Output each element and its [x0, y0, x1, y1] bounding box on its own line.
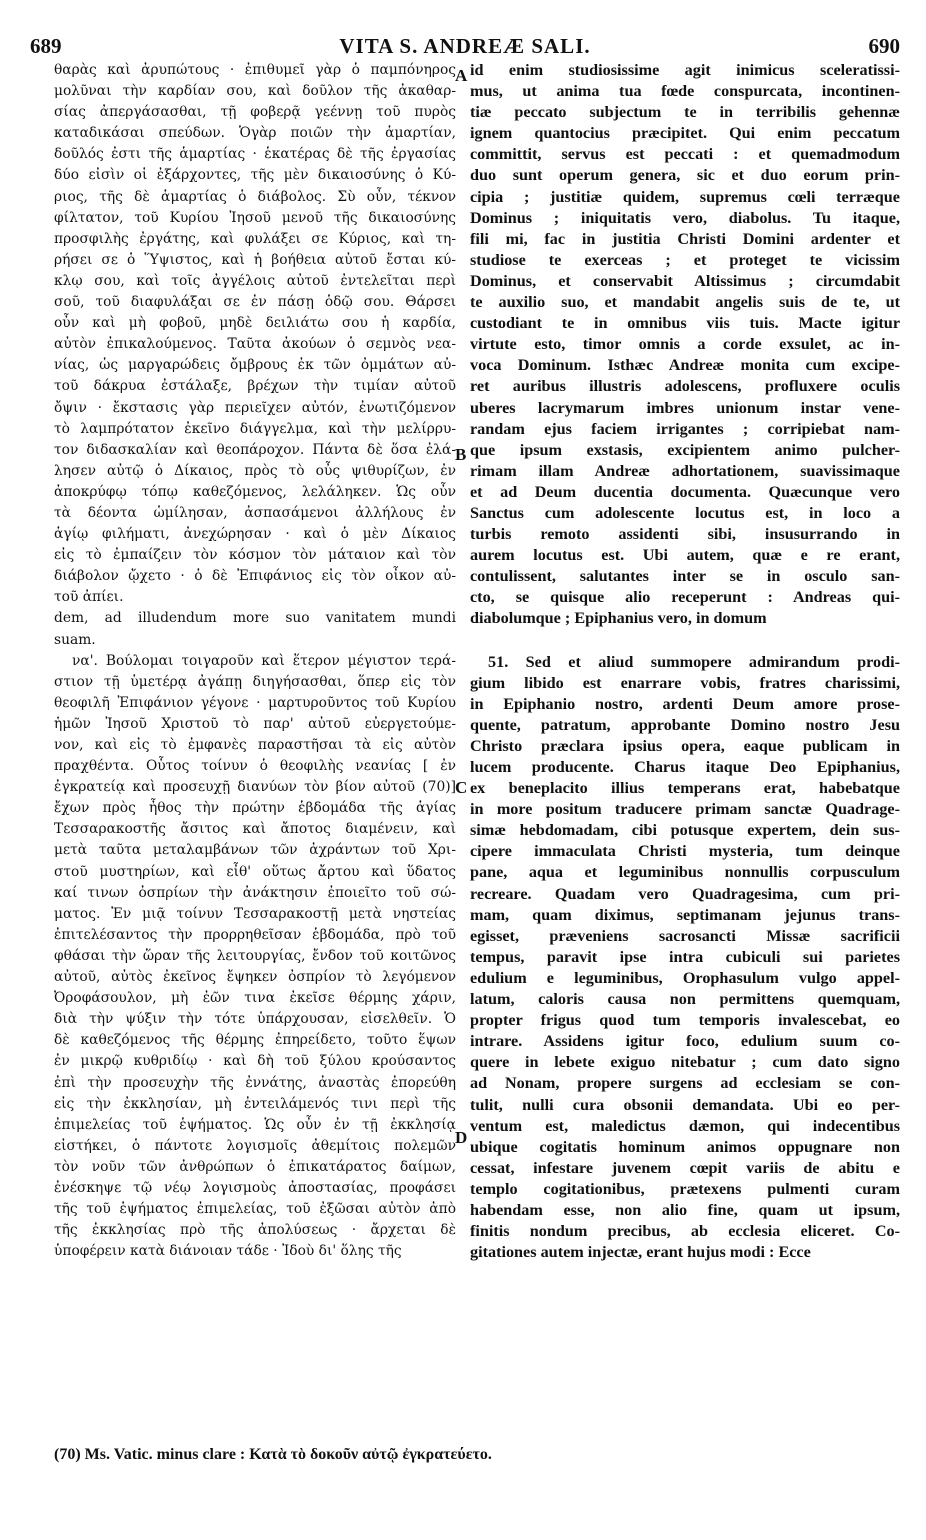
text-line: virtute esto, timor omnis a corde exsulet, ac in-: [470, 335, 900, 354]
text-line: 51. Sed et aliud summopere admirandum prodi-: [488, 652, 900, 671]
text-line: finitis nondum precibus, ab ecclesia eliceret. Co-: [470, 1222, 900, 1241]
text-line: τῆς ἐκκλησίας πρὸ τῆς ἀπολύσεως · ἄρχεται δὲ: [54, 1222, 456, 1239]
text-line: te auxilio suo, et mandabit angelis suis de te, ut: [470, 293, 900, 312]
text-line: θεοφιλῆ Ἐπιφάνιον γέγονε · μαρτυροῦντος τοῦ Κυρίου: [54, 694, 456, 711]
text-line: δοῦλός ἐστι τῆς ἁμαρτίας · ἑκατέρας δὲ τῆς ἐργασίας: [54, 146, 456, 163]
running-title: VITA S. ANDREÆ SALI.: [339, 34, 591, 58]
page-number-left: 689: [30, 34, 62, 58]
text-line: να'. Βούλομαι τοιγαροῦν καὶ ἕτερον μέγιστον τερά-: [72, 652, 456, 669]
text-line: τοῦ ἀπίει.: [54, 589, 124, 606]
text-line: in more positum traducere primam sanctæ Quadrage-: [470, 800, 900, 819]
text-line: [470, 630, 900, 652]
text-line: ret auribus illustris adolescens, profluxere oculis: [470, 377, 900, 396]
text-line: committit, servus est peccati : et quemadmodum: [470, 145, 900, 164]
text-line: cessat, infestare juvenem cœpit variis de abitu e: [470, 1158, 900, 1177]
text-line: cipia ; justitiæ quidem, supremus cœli terræque: [470, 187, 900, 206]
text-line: ubique cogitatis hominum animos oppugnare non: [470, 1137, 900, 1156]
text-line: φίλτατον, τοῦ Κυρίου Ἰησοῦ μενοῦ τῆς δικαιοσύνης: [54, 209, 456, 226]
text-line: Ὀροφάσουλον, μὴ ἐῶν τινα ἐκεῖσε θέρμης χάριν,: [54, 990, 456, 1007]
text-line: quere in lebete exiguo nitebatur ; cum dato signo: [470, 1053, 900, 1072]
text-line: Dominus, et conservabit Altissimus ; circumdabit: [470, 271, 900, 290]
text-line: νίας, ὡς μαργαρώδεις ὄμβρους ἐκ τῶν ὀμμάτων αὐ-: [54, 357, 456, 374]
latin-column: [470, 60, 900, 1263]
text-line: mus, ut anima tua fœde conspurcata, incontinen-: [470, 82, 900, 101]
running-header: [30, 34, 900, 58]
text-line: habendam esse, non alio fine, quam ut ipsum,: [470, 1200, 900, 1219]
text-line: ἁγίῳ φιλήματι, ἀνεχώρησαν · καὶ ὁ μὲν Δίκαιος: [54, 526, 456, 543]
text-line: θαρὰς καὶ ἀρυπώτους · ἐπιθυμεῖ γὰρ ὁ παμπόνηρος: [54, 62, 456, 78]
text-line: turbis remoto assidenti sibi, insusurrando in: [470, 525, 900, 544]
text-line: διάβολον ᾤχετο · ὁ δὲ Ἐπιφάνιος εἰς τὸν οἶκον αὐ-: [54, 568, 456, 585]
text-line: νον, καὶ εἰς τὸ ἐμφανὲς παραστῆσαι τὰ εἰς αὐτὸν: [54, 737, 456, 753]
text-line: ἐγκρατείᾳ καὶ προσευχῇ διανύων τὸν βίον αὐτοῦ (70)]: [54, 779, 456, 796]
text-line: id enim studiosissime agit inimicus sceleratissi-: [470, 61, 900, 79]
text-line: ἔχων πρὸς ἦθος τὴν πρώτην ἑβδομάδα τῆς ἁγίας: [54, 800, 456, 817]
text-line: cipere immaculata Christi mysteria, tum deinque: [470, 842, 900, 861]
text-line: aurem locutus est. Ubi autem, quæ e re erant,: [470, 546, 900, 565]
text-line: duo sunt operum genera, sic et duo eorum prin-: [470, 166, 900, 185]
text-line: μολῦναι τὴν καρδίαν σου, καὶ δοῦλον τῆς ἀκαθαρ-: [54, 83, 456, 100]
text-line: τὸ λαμπρότατον ἐκεῖνο διάγγελμα, καὶ τὴν μελίρρυ-: [54, 420, 456, 437]
text-line: ρήσει σε ὁ Ὕψιστος, καὶ ἡ βοήθεια αὐτοῦ ἔσται κύ-: [54, 251, 456, 268]
text-line: Christo præclara ipsius opera, eaque publicam in: [470, 736, 900, 755]
text-line: ἐπιμελείας τοῦ ἑψήματος. Ὡς οὖν ἐν τῇ ἐκκλησίᾳ: [54, 1116, 456, 1133]
text-line: μετὰ ταῦτα μεταλαμβάνων τῶν ἀχράντων τοῦ Χρι-: [54, 842, 456, 859]
text-line: propter frigus quod tum temporis invalescebat, eo: [470, 1011, 900, 1030]
text-line: ὑποφέρειν κατὰ διάνοιαν τάδε · Ἰδοὺ δι' ὅλης τῆς: [54, 1243, 402, 1260]
text-line: τῆς τοῦ ἑψήματος ἐπιμελείας, τοῦ ἐξῶσαι αὐτὸν ἀπὸ: [54, 1201, 456, 1218]
text-line: καί τινων ὀσπρίων τὴν ἀνάκτησιν ἐποιεῖτο τοῦ σώ-: [54, 884, 456, 901]
text-line: στοῦ μυστηρίων, καὶ εἶθ' οὕτως ἄρτου καὶ ὕδατος: [54, 863, 456, 880]
greek-column: [54, 60, 456, 1262]
text-line: εἰς τὴν ἐκκλησίαν, μὴ ἐντειλάμενός τινι περὶ τῆς: [54, 1095, 456, 1112]
text-line: simæ hebdomadam, cibi potusque expertem, dein sus-: [470, 821, 900, 840]
text-line: δὲ καθεζόμενος τῆς θέρμης ἐπηρείδετο, τοῦτο ἕψων: [54, 1032, 456, 1049]
section-marker-c: C: [455, 778, 468, 797]
text-line: ignem quantocius præcipitet. Qui enim peccatum: [470, 124, 900, 143]
section-marker-d: D: [455, 1128, 468, 1147]
text-line: σίας ἀπεργάσασθαι, τῇ φοβερᾷ γεέννῃ τοῦ πυρὸς: [54, 104, 456, 121]
text-line: λησεν αὐτῷ ὁ Δίκαιος, πρὸς τὸ οὖς ψιθυρίζων, ἐν: [54, 462, 456, 479]
text-line: ριος, τῆς δὲ ἁμαρτίας ὁ διάβολος. Σὺ οὖν, τέκνον: [54, 188, 456, 205]
text-line: suam.: [54, 631, 96, 648]
text-line: δύο εἰσὶν οἱ ἐξάρχοντες, τῆς μὲν δικαιοσύνης ὁ Κύ-: [54, 167, 456, 184]
text-line: dem, ad illudendum more suo vanitatem mundi: [54, 610, 456, 627]
text-line: ἡμῶν Ἰησοῦ Χριστοῦ τὸ παρ' αὐτοῦ εὐεργετούμε-: [54, 715, 456, 732]
text-line: fili mi, fac in justitia Christi Domini ardenter et: [470, 229, 900, 248]
text-line: edulium e leguminibus, Orophasulum vulgo appel-: [470, 968, 900, 987]
text-line: studiose te exerceas ; et proteget te vicissim: [470, 250, 900, 269]
text-line: κλῳ σου, καὶ τοῖς ἀγγέλοις αὐτοῦ ἐντελεῖται περὶ: [54, 272, 456, 289]
text-line: que ipsum exstasis, excipientem animo pulcher-: [470, 440, 900, 459]
text-line: οὖν καὶ μὴ φοβοῦ, μηδὲ δειλιάτω σου ἡ καρδία,: [54, 315, 456, 332]
text-line: ἐπὶ τὴν προσευχὴν τῆς ἐννάτης, ἀναστὰς ἐπορεύθη: [54, 1074, 456, 1091]
text-line: αὐτὸν ἐπικαλούμενος. Ταῦτα ἀκούων ὁ σεμνὸς νεα-: [54, 336, 456, 353]
text-line: intrare. Assidens igitur foco, edulium suum co-: [470, 1032, 900, 1051]
text-line: σοῦ, τοῦ διαφυλάξαι σε ἐν πάσῃ ὁδῷ σου. Θάρσει: [54, 294, 456, 311]
text-line: uberes lacrymarum imbres unionum instar vene-: [470, 398, 900, 417]
text-line: Sanctus cum adolescente locutus est, in loco a: [470, 503, 900, 522]
text-line: Dominus ; iniquitatis vero, diabolus. Tu itaque,: [470, 208, 900, 227]
text-line: καταδικάσαι σπεύδων. Ὁγὰρ ποιῶν τὴν ἁμαρτίαν,: [54, 125, 456, 142]
text-line: templo cogitationibus, prætexens pulmenti curam: [470, 1179, 900, 1198]
text-line: cto, se quisque alio receperunt : Andreas qui-: [470, 588, 900, 607]
text-line: diabolumque ; Epiphanius vero, in domum: [470, 609, 767, 628]
text-line: gitationes autem injectæ, erant hujus modi : Ecce: [470, 1243, 811, 1262]
text-line: εἰστήκει, ὁ πάντοτε λογισμοῖς ἀθεμίτοις πολεμῶν: [54, 1137, 456, 1154]
text-line: πραχθέντα. Οὗτος τοίνυν ὁ θεοφιλὴς νεανίας [ ἐν: [54, 758, 456, 775]
text-line: contulissent, salutantes inter se in osculo san-: [470, 567, 900, 586]
text-line: recreare. Quadam vero Quadragesima, cum pri-: [470, 884, 900, 903]
text-line: ἐνέσκηψε τῷ νέῳ λογισμοὺς ἀποστασίας, προφάσει: [54, 1179, 456, 1196]
text-line: et ad Deum ducentia documenta. Quæcunque vero: [470, 482, 900, 501]
text-line: tiæ peccato subjectum te in terribilis gehennæ: [470, 103, 900, 122]
text-line: τοῦ δάκρυα ἐστάλαξε, βρέχων τὴν τιμίαν αὐτοῦ: [54, 378, 456, 395]
text-line: custodiant te in omnibus viis tuis. Macte igitur: [470, 314, 900, 333]
text-line: φθάσαι τὴν ὥραν τῆς λειτουργίας, ἔνδον τοῦ κοιτῶνος: [54, 947, 456, 964]
text-line: lucem producente. Charus itaque Deo Epiphanius,: [470, 758, 900, 776]
text-line: tulit, nulli cura obsonii demandata. Ubi eo per-: [470, 1095, 900, 1114]
text-line: ὄψιν · ἔκστασις γὰρ περιεῖχεν αὐτόν, ἐνωτιζόμενον: [54, 399, 456, 416]
text-line: τον διδασκαλίαν καὶ θεοπάροχον. Πάντα δὲ ὅσα ἐλά-: [54, 441, 456, 458]
text-line: τὰ δέοντα ὡμίλησαν, ἀσπασάμενοι ἀλλήλους ἐν: [54, 504, 456, 521]
text-line: ἐπιτελέσαντος τὴν προρρηθεῖσαν ἑβδομάδα, πρὸ τοῦ: [54, 926, 456, 943]
text-line: egisset, præveniens sacrosancti Missæ sacrificii: [470, 926, 900, 945]
text-line: ventum est, maledictus dæmon, qui indecentibus: [470, 1116, 900, 1135]
text-line: Τεσσαρακοστῆς ἄσιτος καὶ ἄποτος διαμένειν, καὶ: [54, 821, 456, 838]
section-marker-a: A: [455, 66, 468, 85]
text-line: tempus, paravit ipse intra cubiculi sui parietes: [470, 947, 900, 966]
text-line: εἰς τὸ ἐμπαίζειν τὸν κόσμον τὸν μάταιον καὶ τὸν: [54, 547, 456, 564]
text-line: διὰ τὴν ψύξιν τὴν τότε ὑπάρχουσαν, εἰσελθεῖν. Ὁ: [54, 1011, 456, 1028]
text-line: mam, quam diximus, septimanam jejunus trans-: [470, 905, 900, 924]
text-line: gium libido est enarrare vobis, fratres charissimi,: [470, 673, 900, 692]
text-line: αὐτοῦ, αὐτὸς ἐκεῖνος ἔψηκεν ὀσπρίον τὸ λεγόμενον: [54, 969, 456, 986]
text-line: ματος. Ἐν μιᾷ τοίνυν Τεσσαρακοστῇ μετὰ νηστείας: [54, 905, 456, 922]
footnote: (70) Ms. Vatic. minus clare : Κατὰ τὸ δοκοῦν αὐτῷ ἐγκρατεύετο.: [54, 1446, 492, 1463]
text-line: ex beneplacito illius temperans erat, habebatque: [470, 779, 900, 798]
text-line: voca Dominum. Isthæc Andreæ monita cum excipe-: [470, 356, 900, 375]
text-line: ἐν μικρῷ κυθριδίῳ · καὶ δὴ τοῦ ξύλου κρούσαντος: [54, 1053, 456, 1070]
text-line: latum, caloris causa non permittens quemquam,: [470, 990, 900, 1009]
text-line: randam ejus faciem irrigantes ; corripiebat nam-: [470, 419, 900, 438]
text-line: pane, aqua et leguminibus nonnullis corpusculum: [470, 863, 900, 882]
text-line: προσφιλὴς ἐργάτης, καὶ φυλάξει σε Κύριος, καὶ τη-: [54, 230, 456, 247]
text-line: quente, patratum, approbante Domino nostro Jesu: [470, 715, 900, 734]
text-line: τὸν νοῦν τῶν ἀνθρώπων ὁ ἐπικατάρατος δαίμων,: [54, 1158, 456, 1175]
text-line: ad Nonam, propere surgens ad ecclesiam se con-: [470, 1074, 900, 1093]
section-marker-b: B: [455, 445, 467, 464]
page-number-right: 690: [868, 34, 900, 58]
text-line: rimam illam Andreæ adhortationem, suavissimaque: [470, 461, 900, 480]
text-line: ἀποκρύφῳ τόπῳ καθεζόμενος, λελάληκεν. Ὡς οὖν: [54, 483, 456, 500]
text-line: στιον τῇ ὑμετέρᾳ ἀγάπῃ διηγήσασθαι, ὅπερ εἰς τὸν: [54, 673, 456, 690]
text-line: in Epiphanio nostro, ardenti Deum amore prose-: [470, 694, 900, 713]
